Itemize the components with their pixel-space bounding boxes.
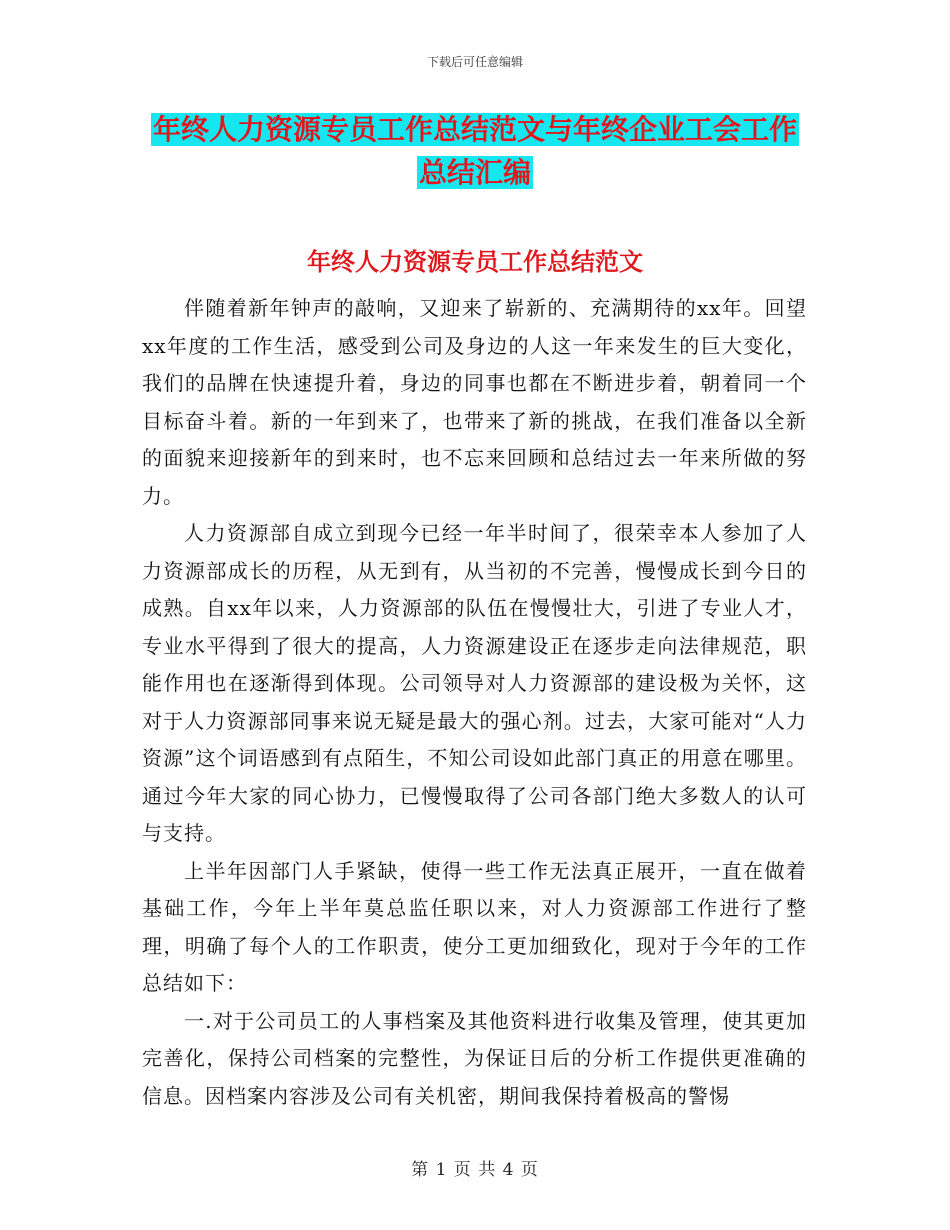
document-title-line-2 [0,153,950,193]
paragraph-2: 人力资源部自成立到现今已经一年半时间了，很荣幸本人参加了人力资源部成长的历程，从无到有，从当初的不完善，慢慢成长到今日的成熟。自xx年以来，人力资源部的队伍在慢慢壮大，引进了专业人才，专业水平得到了很大的提高，人力资源建设正在逐步走向法律规范，职能作用也在逐渐得到体现。公司领导对人力资源部的建设极为关怀，这对于人力资源部同事来说无疑是最大的强心剂。过去，大家可能对“人力资源”这个词语感到有点陌生，不知公司设如此部门真正的用意在哪里。通过今年大家的同心协力，已慢慢取得了公司各部门绝大多数人的认可与支持。 [142,521,807,845]
section-title: 年终人力资源专员工作总结范文 [307,248,643,276]
document-title-text-1: 年终人力资源专员工作总结范文与年终企业工会工作 [152,113,797,146]
page-footer: 第 1 页 共 4 页 [411,1160,539,1180]
document-body [142,290,807,1115]
document-title-line-1 [0,110,950,150]
document-title-text-2: 总结汇编 [418,156,531,189]
paragraph-1: 伴随着新年钟声的敲响，又迎来了崭新的、充满期待的xx年。回望xx年度的工作生活，感受到公司及身边的人这一年来发生的巨大变化，我们的品牌在快速提升着，身边的同事也都在不断进步着，朝着同一个目标奋斗着。新的一年到来了，也带来了新的挑战，在我们准备以全新的面貌来迎接新年的到来时，也不忘来回顾和总结过去一年来所做的努力。 [142,296,807,508]
header-note: 下载后可任意编辑 [426,55,523,69]
paragraph-3: 上半年因部门人手紧缺，使得一些工作无法真正展开，一直在做着基础工作，今年上半年莫总监任职以来，对人力资源部工作进行了整理，明确了每个人的工作职责，使分工更加细致化，现对于今年的工作总结如下： [142,858,807,995]
paragraph-4: 一.对于公司员工的人事档案及其他资料进行收集及管理，使其更加完善化，保持公司档案的完整性，为保证日后的分析工作提供更准确的信息。因档案内容涉及公司有关机密，期间我保持着极高的警惕 [142,1008,807,1108]
